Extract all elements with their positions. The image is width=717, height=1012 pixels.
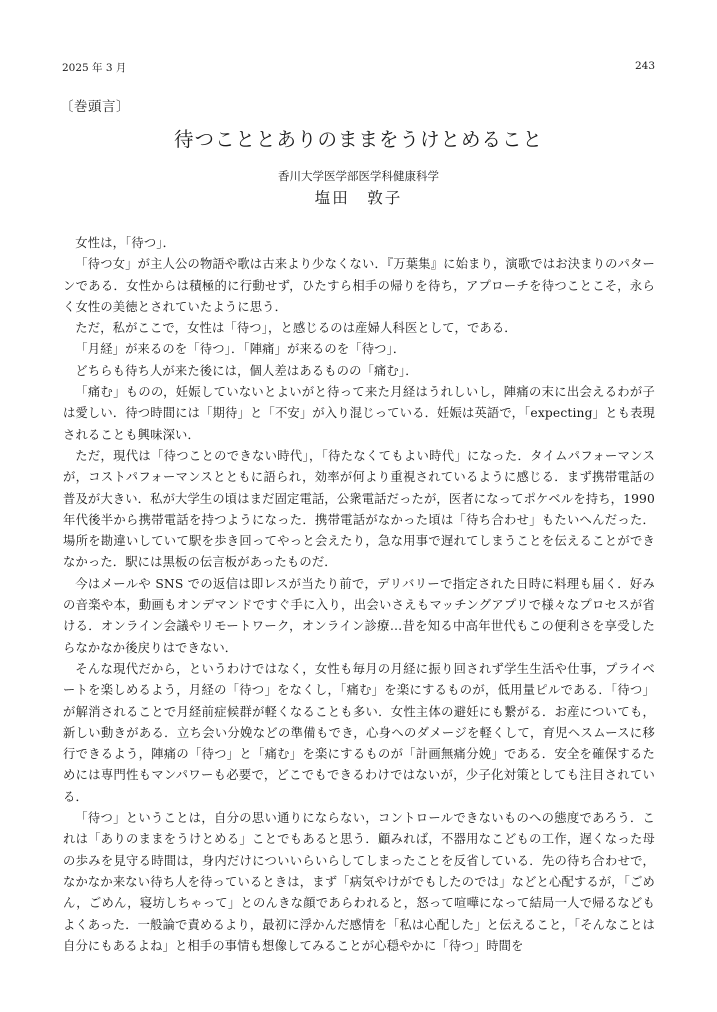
issue-date: 2025 年 3 月	[62, 62, 127, 74]
body-paragraph: 女性は，「待つ」．	[75, 236, 176, 250]
body-paragraph: 「痛む」ものの，妊娠していないとよいがと待って来た月経はうれしいし，陣痛の末に出会えるわが子は愛しい．待つ時間には「期待」と「不安」が入り混じっている．妊娠は英語で，「expecting」とも表現されることも興味深い．	[63, 385, 655, 442]
author-name: 塩田 敦子	[314, 189, 403, 207]
section-tag: 〔巻頭言〕	[60, 99, 130, 115]
body-paragraph: そんな現代だから，というわけではなく，女性も毎月の月経に振り回されず学生生活や仕事，プライベートを楽しめるよう，月経の「待つ」をなくし，「痛む」を楽にするものが，低用量ピルである．「待つ」が解消されることで月経前症候群が軽くなることも多い．女性主体の避妊にも繋がる．お産についても，新しい動きがある．立ち会い分娩などの準備もでき，心身へのダメージを軽くして，育児ヘスムースに移行できるよう，陣痛の「待つ」と「痛む」を楽にするものが「計画無痛分娩」である．安全を確保するためには専門性もマンパワーも必要で，どこでもできるわけではないが，少子化対策としても注目されている．	[63, 661, 655, 804]
article-title: 待つこととありのままをうけとめること	[173, 128, 543, 151]
body-paragraph: 今はメールや SNS での返信は即レスが当たり前で，デリバリーで指定された日時に料理も届く．好みの音楽や本，動画もオンデマンドですぐ手に入り，出会いさえもマッチングアプリで様々なプロセスが省ける．オンライン会議やリモートワーク，オンライン診療…昔を知る中高年世代もこの便利さを享受したらなかなか後戻りはできない．	[63, 576, 655, 655]
page-number: 243	[634, 60, 655, 72]
author-affiliation: 香川大学医学部医学科健康科学	[278, 169, 439, 183]
article-body	[63, 233, 655, 957]
body-paragraph: 「待つ」ということは，自分の思い通りにならない，コントロールできないものへの態度であろう．これは「ありのままをうけとめる」ことでもあると思う．顧みれば，不器用なこどもの工作，遅くなった母の歩みを見守る時間は，身内だけについいらいらしてしまったことを反省している．先の待ち合わせで，なかなか来ない待ち人を待っているときは，まず「病気やけがでもしたのでは」などと心配するが，「ごめん，ごめん，寝坊しちゃって」とのんきな顔であらわれると，怒って喧嘩になって結局一人で帰るなどもよくあった．一般論で責めるより，最初に浮かんだ感情を「私は心配した」と伝えること，「そんなことは自分にもあるよね」と相手の事情も想像してみることが心穏やかに「待つ」時間を	[63, 811, 655, 953]
running-header	[62, 60, 655, 76]
body-paragraph: どちらも待ち人が来た後には，個人差はあるものの「痛む」．	[75, 363, 418, 378]
body-paragraph: ただ，現代は「待つことのできない時代」，「待たなくてもよい時代」になった．タイムパフォーマンスが，コストパフォーマンスとともに語られ，効率が何より重視されているように感じる．まず携帯電話の普及が大きい．私が大学生の頃はまだ固定電話，公衆電話だったが，医者になってポケベルを持ち，1990 年代後半から携帯電話を持つようになった．携帯電話がなかった頃は「待ち合わせ」もたいへんだった．場所を勘違いしていて駅を歩き回ってやっと会えたり，急な用事で遅れてしまうことを伝えることができなかった．駅には黒板の伝言板があったものだ．	[63, 448, 656, 570]
body-paragraph: ただ，私がここで，女性は「待つ」，と感じるのは産婦人科医として，である．	[75, 321, 517, 336]
body-paragraph: 「待つ女」が主人公の物語や歌は古来より少なくない．『万葉集』に始まり，演歌ではお決まりのパターンである．女性からは積極的に行動せず，ひたすら相手の帰りを待ち，アプローチを待つことこそ，永らく女性の美徳とされていたように思う．	[63, 257, 655, 314]
body-paragraph: 「月経」が来るのを「待つ」．「陣痛」が来るのを「待つ」．	[75, 342, 406, 357]
